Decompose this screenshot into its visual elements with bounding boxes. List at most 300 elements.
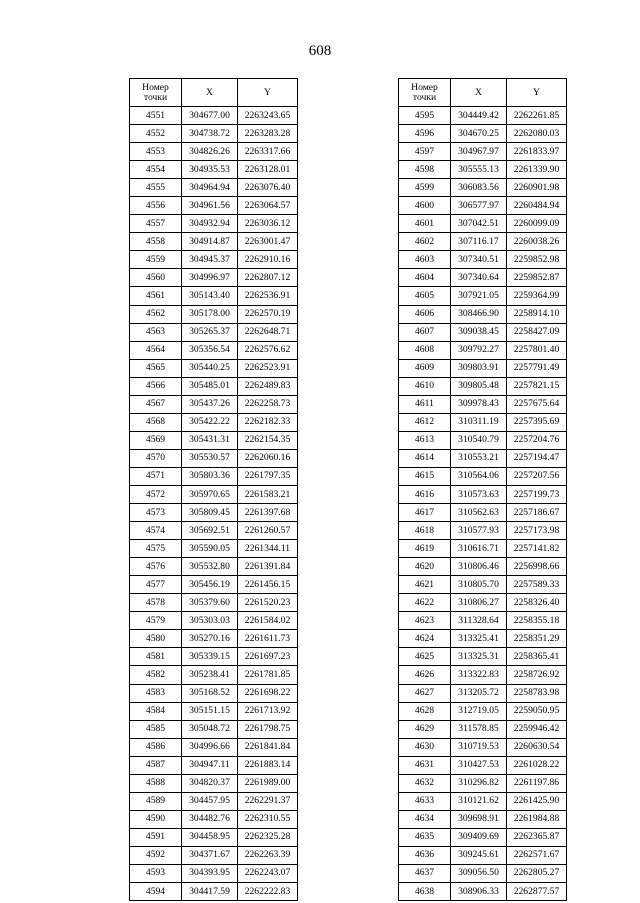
x-coordinate-cell: 304945.37 — [182, 251, 238, 269]
y-coordinate-cell: 2261397.68 — [238, 504, 298, 522]
y-coordinate-cell: 2263001.47 — [238, 233, 298, 251]
x-coordinate-cell: 307340.51 — [451, 251, 507, 269]
x-coordinate-cell: 305048.72 — [182, 720, 238, 738]
point-number-cell: 4557 — [130, 215, 182, 233]
table-row — [130, 107, 298, 125]
point-number-cell: 4565 — [130, 359, 182, 377]
point-number-header-line2: точки — [143, 91, 168, 103]
y-coordinate-cell: 2263243.65 — [238, 107, 298, 125]
y-coordinate-cell: 2257801.40 — [507, 341, 567, 359]
x-coordinate-cell: 304964.94 — [182, 179, 238, 197]
table-row — [130, 828, 298, 846]
table-row — [399, 161, 567, 179]
x-coordinate-cell: 304967.97 — [451, 143, 507, 161]
table-row — [130, 810, 298, 828]
table-row — [399, 269, 567, 287]
x-coordinate-cell: 310562.63 — [451, 504, 507, 522]
y-coordinate-cell: 2262222.83 — [238, 883, 298, 901]
x-coordinate-cell: 313322.83 — [451, 666, 507, 684]
point-number-cell: 4563 — [130, 323, 182, 341]
table-row — [399, 864, 567, 882]
x-coordinate-cell: 304914.87 — [182, 233, 238, 251]
y-coordinate-cell: 2262489.83 — [238, 377, 298, 395]
point-number-cell: 4630 — [399, 738, 451, 756]
y-coordinate-cell: 2258726.92 — [507, 666, 567, 684]
x-coordinate-cell: 309038.45 — [451, 323, 507, 341]
point-number-cell: 4598 — [399, 161, 451, 179]
table-row — [130, 720, 298, 738]
point-number-cell: 4632 — [399, 774, 451, 792]
table-row — [399, 648, 567, 666]
table-row — [399, 540, 567, 558]
point-number-cell: 4573 — [130, 504, 182, 522]
y-coordinate-cell: 2257821.15 — [507, 377, 567, 395]
table-row — [130, 774, 298, 792]
point-number-header-line2: точки — [412, 91, 437, 103]
point-number-cell: 4592 — [130, 846, 182, 864]
table-row — [130, 233, 298, 251]
x-coordinate-cell: 310616.71 — [451, 540, 507, 558]
x-coordinate-cell: 304417.59 — [182, 883, 238, 901]
table-row — [130, 395, 298, 413]
point-number-cell: 4637 — [399, 864, 451, 882]
coordinates-table-left — [129, 78, 298, 901]
point-number-cell: 4620 — [399, 558, 451, 576]
point-number-cell: 4588 — [130, 774, 182, 792]
x-coordinate-cell: 305356.54 — [182, 341, 238, 359]
y-coordinate-cell: 2261344.11 — [238, 540, 298, 558]
table-row — [399, 125, 567, 143]
point-number-cell: 4555 — [130, 179, 182, 197]
y-coordinate-cell: 2261339.90 — [507, 161, 567, 179]
table-row — [399, 485, 567, 503]
x-header: X — [182, 79, 238, 107]
y-header: Y — [238, 79, 298, 107]
x-header: X — [451, 79, 507, 107]
point-number-cell: 4570 — [130, 449, 182, 467]
x-coordinate-cell: 310564.06 — [451, 467, 507, 485]
y-coordinate-cell: 2261028.22 — [507, 756, 567, 774]
x-coordinate-cell: 311578.85 — [451, 720, 507, 738]
x-coordinate-cell: 312719.05 — [451, 702, 507, 720]
x-coordinate-cell: 307340.64 — [451, 269, 507, 287]
point-number-cell: 4571 — [130, 467, 182, 485]
point-number-cell: 4614 — [399, 449, 451, 467]
point-number-cell: 4553 — [130, 143, 182, 161]
x-coordinate-cell: 309698.91 — [451, 810, 507, 828]
y-coordinate-cell: 2259852.98 — [507, 251, 567, 269]
y-coordinate-cell: 2261781.85 — [238, 666, 298, 684]
y-coordinate-cell: 2260099.09 — [507, 215, 567, 233]
table-row — [399, 179, 567, 197]
x-coordinate-cell: 304935.53 — [182, 161, 238, 179]
point-number-cell: 4569 — [130, 431, 182, 449]
point-number-cell: 4578 — [130, 594, 182, 612]
y-coordinate-cell: 2261713.92 — [238, 702, 298, 720]
table-row — [130, 179, 298, 197]
x-coordinate-cell: 304670.25 — [451, 125, 507, 143]
table-row — [399, 251, 567, 269]
y-coordinate-cell: 2261698.22 — [238, 684, 298, 702]
table-row — [399, 666, 567, 684]
y-coordinate-cell: 2261456.15 — [238, 576, 298, 594]
y-coordinate-cell: 2262536.91 — [238, 287, 298, 305]
table-row — [399, 395, 567, 413]
point-number-cell: 4568 — [130, 413, 182, 431]
x-coordinate-cell: 310553.21 — [451, 449, 507, 467]
y-coordinate-cell: 2257675.64 — [507, 395, 567, 413]
x-coordinate-cell: 304961.56 — [182, 197, 238, 215]
table-row — [399, 287, 567, 305]
x-coordinate-cell: 313325.31 — [451, 648, 507, 666]
y-coordinate-cell: 2261584.02 — [238, 612, 298, 630]
table-row — [399, 341, 567, 359]
point-number-cell: 4572 — [130, 485, 182, 503]
point-number-cell: 4590 — [130, 810, 182, 828]
table-row — [130, 143, 298, 161]
point-number-cell: 4566 — [130, 377, 182, 395]
point-number-cell: 4631 — [399, 756, 451, 774]
y-coordinate-cell: 2262910.16 — [238, 251, 298, 269]
point-number-cell: 4583 — [130, 684, 182, 702]
point-number-cell: 4581 — [130, 648, 182, 666]
x-coordinate-cell: 305803.36 — [182, 467, 238, 485]
table-row — [399, 684, 567, 702]
y-coordinate-cell: 2261197.86 — [507, 774, 567, 792]
table-row — [130, 359, 298, 377]
point-number-cell: 4593 — [130, 864, 182, 882]
point-number-cell: 4582 — [130, 666, 182, 684]
point-number-cell: 4616 — [399, 485, 451, 503]
y-coordinate-cell: 2262182.33 — [238, 413, 298, 431]
point-number-cell: 4610 — [399, 377, 451, 395]
y-coordinate-cell: 2261798.75 — [238, 720, 298, 738]
table-row — [399, 612, 567, 630]
point-number-cell: 4602 — [399, 233, 451, 251]
y-coordinate-cell: 2262576.62 — [238, 341, 298, 359]
y-coordinate-cell: 2262877.57 — [507, 883, 567, 901]
point-number-cell: 4589 — [130, 792, 182, 810]
table-row — [130, 883, 298, 901]
table-row — [130, 702, 298, 720]
point-number-cell: 4609 — [399, 359, 451, 377]
point-number-cell: 4579 — [130, 612, 182, 630]
y-coordinate-cell: 2262060.16 — [238, 449, 298, 467]
y-coordinate-cell: 2260484.94 — [507, 197, 567, 215]
point-number-cell: 4633 — [399, 792, 451, 810]
x-coordinate-cell: 310311.19 — [451, 413, 507, 431]
table-row — [130, 125, 298, 143]
point-number-cell: 4577 — [130, 576, 182, 594]
y-coordinate-cell: 2263076.40 — [238, 179, 298, 197]
table-row — [399, 197, 567, 215]
x-coordinate-cell: 305532.80 — [182, 558, 238, 576]
y-coordinate-cell: 2260901.98 — [507, 179, 567, 197]
y-coordinate-cell: 2260038.26 — [507, 233, 567, 251]
table-row — [399, 846, 567, 864]
table-row — [130, 864, 298, 882]
point-number-cell: 4595 — [399, 107, 451, 125]
point-number-cell: 4574 — [130, 522, 182, 540]
point-number-header-line1: Номер — [411, 81, 438, 93]
x-coordinate-cell: 307921.05 — [451, 287, 507, 305]
x-coordinate-cell: 310805.70 — [451, 576, 507, 594]
table-row — [399, 467, 567, 485]
y-coordinate-cell: 2261989.00 — [238, 774, 298, 792]
x-coordinate-cell: 305530.57 — [182, 449, 238, 467]
y-coordinate-cell: 2262291.37 — [238, 792, 298, 810]
y-coordinate-cell: 2262571.67 — [507, 846, 567, 864]
table-row — [399, 810, 567, 828]
x-coordinate-cell: 304677.00 — [182, 107, 238, 125]
x-coordinate-cell: 310296.82 — [451, 774, 507, 792]
x-coordinate-cell: 307116.17 — [451, 233, 507, 251]
point-number-cell: 4608 — [399, 341, 451, 359]
y-coordinate-cell: 2257141.82 — [507, 540, 567, 558]
table-row — [130, 305, 298, 323]
table-row — [399, 774, 567, 792]
table-row — [130, 756, 298, 774]
x-coordinate-cell: 305485.01 — [182, 377, 238, 395]
y-coordinate-cell: 2257395.69 — [507, 413, 567, 431]
point-number-cell: 4558 — [130, 233, 182, 251]
y-coordinate-cell: 2262523.91 — [238, 359, 298, 377]
x-coordinate-cell: 309056.50 — [451, 864, 507, 882]
y-coordinate-cell: 2262807.12 — [238, 269, 298, 287]
table-row — [130, 594, 298, 612]
y-coordinate-cell: 2261697.23 — [238, 648, 298, 666]
table-row — [399, 720, 567, 738]
x-coordinate-cell: 305437.26 — [182, 395, 238, 413]
x-coordinate-cell: 309805.48 — [451, 377, 507, 395]
table-row — [399, 377, 567, 395]
x-coordinate-cell: 305692.51 — [182, 522, 238, 540]
y-coordinate-cell: 2258355.18 — [507, 612, 567, 630]
y-coordinate-cell: 2262080.03 — [507, 125, 567, 143]
x-coordinate-cell: 305970.65 — [182, 485, 238, 503]
y-coordinate-cell: 2263317.66 — [238, 143, 298, 161]
point-number-cell: 4612 — [399, 413, 451, 431]
point-number-cell: 4604 — [399, 269, 451, 287]
x-coordinate-cell: 304482.76 — [182, 810, 238, 828]
x-coordinate-cell: 305440.25 — [182, 359, 238, 377]
x-coordinate-cell: 308466.90 — [451, 305, 507, 323]
table-row — [399, 630, 567, 648]
y-coordinate-cell: 2263283.28 — [238, 125, 298, 143]
table-row — [130, 377, 298, 395]
point-number-cell: 4601 — [399, 215, 451, 233]
y-coordinate-cell: 2258365.41 — [507, 648, 567, 666]
point-number-cell: 4554 — [130, 161, 182, 179]
y-coordinate-cell: 2261520.23 — [238, 594, 298, 612]
x-coordinate-cell: 304820.37 — [182, 774, 238, 792]
table-row — [130, 215, 298, 233]
table-row — [399, 305, 567, 323]
table-row — [399, 576, 567, 594]
table-row — [399, 558, 567, 576]
point-number-cell: 4618 — [399, 522, 451, 540]
point-number-cell: 4560 — [130, 269, 182, 287]
x-coordinate-cell: 305555.13 — [451, 161, 507, 179]
x-coordinate-cell: 304371.67 — [182, 846, 238, 864]
x-coordinate-cell: 309792.27 — [451, 341, 507, 359]
point-number-cell: 4585 — [130, 720, 182, 738]
x-coordinate-cell: 306083.56 — [451, 179, 507, 197]
x-coordinate-cell: 305456.19 — [182, 576, 238, 594]
point-number-cell: 4629 — [399, 720, 451, 738]
x-coordinate-cell: 304393.95 — [182, 864, 238, 882]
x-coordinate-cell: 310540.79 — [451, 431, 507, 449]
x-coordinate-cell: 305590.05 — [182, 540, 238, 558]
point-number-cell: 4625 — [399, 648, 451, 666]
table-row — [130, 485, 298, 503]
y-coordinate-cell: 2261611.73 — [238, 630, 298, 648]
x-coordinate-cell: 304947.11 — [182, 756, 238, 774]
x-coordinate-cell: 305178.00 — [182, 305, 238, 323]
table-row — [399, 883, 567, 901]
point-number-cell: 4587 — [130, 756, 182, 774]
x-coordinate-cell: 310121.62 — [451, 792, 507, 810]
point-number-cell: 4619 — [399, 540, 451, 558]
x-coordinate-cell: 305151.15 — [182, 702, 238, 720]
point-number-cell: 4613 — [399, 431, 451, 449]
table-row — [130, 666, 298, 684]
x-coordinate-cell: 304826.26 — [182, 143, 238, 161]
point-number-cell: 4561 — [130, 287, 182, 305]
x-coordinate-cell: 309245.61 — [451, 846, 507, 864]
table-row — [399, 233, 567, 251]
table-row — [399, 431, 567, 449]
point-number-cell: 4607 — [399, 323, 451, 341]
table-row — [130, 341, 298, 359]
y-coordinate-cell: 2259946.42 — [507, 720, 567, 738]
table-row — [130, 161, 298, 179]
table-row — [130, 522, 298, 540]
point-number-cell: 4564 — [130, 341, 182, 359]
table-row — [399, 756, 567, 774]
x-coordinate-cell: 305339.15 — [182, 648, 238, 666]
point-number-cell: 4615 — [399, 467, 451, 485]
table-row — [130, 413, 298, 431]
x-coordinate-cell: 305238.41 — [182, 666, 238, 684]
x-coordinate-cell: 310719.53 — [451, 738, 507, 756]
table-row — [399, 594, 567, 612]
table-row — [130, 738, 298, 756]
point-number-cell: 4586 — [130, 738, 182, 756]
x-coordinate-cell: 304449.42 — [451, 107, 507, 125]
point-number-cell: 4636 — [399, 846, 451, 864]
table-row — [399, 359, 567, 377]
point-number-cell: 4567 — [130, 395, 182, 413]
table-row — [130, 630, 298, 648]
x-coordinate-cell: 305143.40 — [182, 287, 238, 305]
coordinates-table-right — [398, 78, 567, 901]
x-coordinate-cell: 306577.97 — [451, 197, 507, 215]
y-coordinate-cell: 2261883.14 — [238, 756, 298, 774]
y-coordinate-cell: 2262648.71 — [238, 323, 298, 341]
y-coordinate-cell: 2261833.97 — [507, 143, 567, 161]
table-row — [399, 107, 567, 125]
table-row — [130, 449, 298, 467]
x-coordinate-cell: 310806.46 — [451, 558, 507, 576]
point-number-cell: 4634 — [399, 810, 451, 828]
table-row — [130, 269, 298, 287]
x-coordinate-cell: 304738.72 — [182, 125, 238, 143]
y-coordinate-cell: 2257791.49 — [507, 359, 567, 377]
x-coordinate-cell: 310573.63 — [451, 485, 507, 503]
y-coordinate-cell: 2261425.90 — [507, 792, 567, 810]
table-row — [130, 431, 298, 449]
coordinates-table-left-body — [130, 107, 298, 901]
table-row — [130, 558, 298, 576]
point-number-cell: 4575 — [130, 540, 182, 558]
point-number-cell: 4635 — [399, 828, 451, 846]
x-coordinate-cell: 309978.43 — [451, 395, 507, 413]
point-number-cell: 4556 — [130, 197, 182, 215]
x-coordinate-cell: 305168.52 — [182, 684, 238, 702]
y-coordinate-cell: 2258351.29 — [507, 630, 567, 648]
x-coordinate-cell: 308906.33 — [451, 883, 507, 901]
table-row — [399, 828, 567, 846]
point-number-cell: 4591 — [130, 828, 182, 846]
x-coordinate-cell: 305431.31 — [182, 431, 238, 449]
point-number-cell: 4584 — [130, 702, 182, 720]
x-coordinate-cell: 304457.95 — [182, 792, 238, 810]
x-coordinate-cell: 305422.22 — [182, 413, 238, 431]
table-row — [399, 738, 567, 756]
point-number-cell: 4562 — [130, 305, 182, 323]
point-number-cell: 4638 — [399, 883, 451, 901]
table-row — [130, 846, 298, 864]
point-number-cell: 4603 — [399, 251, 451, 269]
x-coordinate-cell: 305379.60 — [182, 594, 238, 612]
table-row — [399, 792, 567, 810]
table-row — [130, 540, 298, 558]
point-number-cell: 4599 — [399, 179, 451, 197]
x-coordinate-cell: 304996.66 — [182, 738, 238, 756]
y-coordinate-cell: 2258783.98 — [507, 684, 567, 702]
x-coordinate-cell: 305270.16 — [182, 630, 238, 648]
point-number-cell: 4576 — [130, 558, 182, 576]
table-row — [399, 413, 567, 431]
y-coordinate-cell: 2257207.56 — [507, 467, 567, 485]
table-row — [130, 504, 298, 522]
table-row — [399, 323, 567, 341]
y-coordinate-cell: 2261797.35 — [238, 467, 298, 485]
table-row — [130, 576, 298, 594]
point-number-cell: 4622 — [399, 594, 451, 612]
table-row — [130, 251, 298, 269]
point-number-header — [130, 79, 182, 107]
table-row — [399, 449, 567, 467]
x-coordinate-cell: 311328.64 — [451, 612, 507, 630]
point-number-cell: 4606 — [399, 305, 451, 323]
point-number-cell: 4559 — [130, 251, 182, 269]
page-number: 608 — [308, 43, 332, 59]
point-number-cell: 4551 — [130, 107, 182, 125]
y-coordinate-cell: 2258427.09 — [507, 323, 567, 341]
table-row — [130, 323, 298, 341]
y-coordinate-cell: 2257589.33 — [507, 576, 567, 594]
y-coordinate-cell: 2262805.27 — [507, 864, 567, 882]
table-row — [130, 648, 298, 666]
x-coordinate-cell: 309409.69 — [451, 828, 507, 846]
point-number-cell: 4628 — [399, 702, 451, 720]
point-number-cell: 4626 — [399, 666, 451, 684]
y-header: Y — [507, 79, 567, 107]
table-header-row — [130, 79, 298, 107]
table-row — [130, 287, 298, 305]
